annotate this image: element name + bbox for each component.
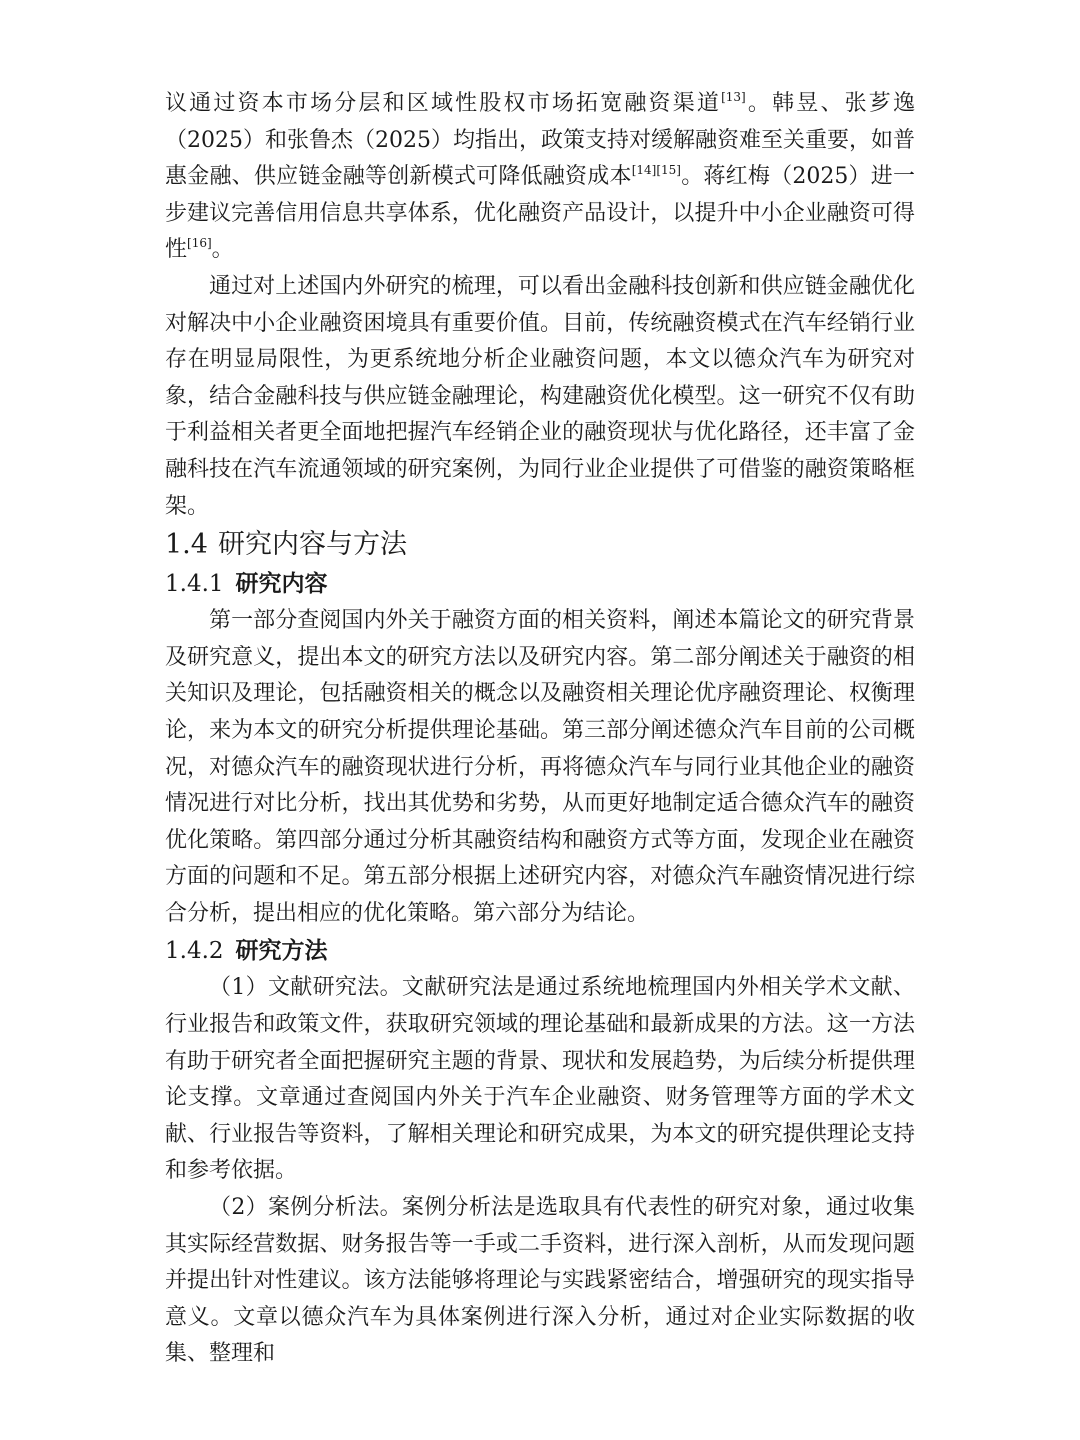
section-number: 1.4.1	[165, 571, 224, 598]
section-number: 1.4	[165, 529, 208, 561]
paragraph-research-content: 第一部分查阅国内外关于融资方面的相关资料，阐述本篇论文的研究背景及研究意义，提出本文的研究方法以及研究内容。第二部分阐述关于融资的相关知识及理论，包括融资相关的概念以及融资相关理论优序融资理论、权衡理论，来为本文的研究分析提供理论基础。第三部分阐述德众汽车目前的公司概况，对德众汽车的融资现状进行分析，再将德众汽车与同行业其他企业的融资情况进行对比分析，找出其优势和劣势，从而更好地制定适合德众汽车的融资优化策略。第四部分通过分析其融资结构和融资方式等方面，发现企业在融资方面的问题和不足。第五部分根据上述研究内容，对德众汽车融资情况进行综合分析，提出相应的优化策略。第六部分为结论。	[165, 608, 915, 926]
paragraph-literature-review-end	[165, 86, 915, 269]
p1-text-3: 。蒋红梅（2025）进一步建议完善信用信息共享体系，优化融资产品设计，以提升中小企业融资可得性	[165, 164, 915, 263]
p1-text-1: 议通过资本市场分层和区域性股权市场拓宽融资渠道	[165, 91, 722, 116]
section-number: 1.4.2	[165, 938, 224, 965]
document-page	[165, 86, 915, 1373]
p1-text-2: 。韩昱、张芗逸（2025）和张鲁杰（2025）均指出，政策支持对缓解融资难至关重要，如普惠金融、供应链金融等创新模式可降低融资成本	[165, 91, 915, 190]
citation-16: [16]	[187, 236, 212, 251]
paragraph-literature-method: （1）文献研究法。文献研究法是通过系统地梳理国内外相关学术文献、行业报告和政策文件，获取研究领域的理论基础和最新成果的方法。这一方法有助于研究者全面把握研究主题的背景、现状和发展趋势，为后续分析提供理论支撑。文章通过查阅国内外关于汽车企业融资、财务管理等方面的学术文献、行业报告等资料，了解相关理论和研究成果，为本文的研究提供理论支持和参考依据。	[165, 975, 915, 1184]
section-title: 研究内容与方法	[217, 529, 407, 561]
paragraph-review-summary: 通过对上述国内外研究的梳理，可以看出金融科技创新和供应链金融优化对解决中小企业融资困境具有重要价值。目前，传统融资模式在汽车经销行业存在明显局限性，为更系统地分析企业融资问题，本文以德众汽车为研究对象，结合金融科技与供应链金融理论，构建融资优化模型。这一研究不仅有助于利益相关者更全面地把握汽车经销企业的融资现状与优化路径，还丰富了金融科技在汽车流通领域的研究案例，为同行业企业提供了可借鉴的融资策略框架。	[165, 273, 915, 519]
section-title: 研究内容	[235, 570, 328, 598]
section-heading-1-4-1	[165, 565, 915, 603]
citation-13: [13]	[721, 90, 746, 104]
paragraph-case-study-method: （2）案例分析法。案例分析法是选取具有代表性的研究对象，通过收集其实际经营数据、财务报告等一手或二手资料，进行深入剖析，从而发现问题并提出针对性建议。该方法能够将理论与实践紧密结合，增强研究的现实指导意义。文章以德众汽车为具体案例进行深入分析，通过对企业实际数据的收集、整理和	[165, 1195, 915, 1367]
section-title: 研究方法	[235, 937, 328, 965]
section-heading-1-4-2	[165, 932, 915, 970]
section-heading-1-4	[165, 525, 915, 565]
citation-14-15: [14][15]	[631, 163, 681, 178]
p1-text-4: 。	[211, 237, 234, 263]
